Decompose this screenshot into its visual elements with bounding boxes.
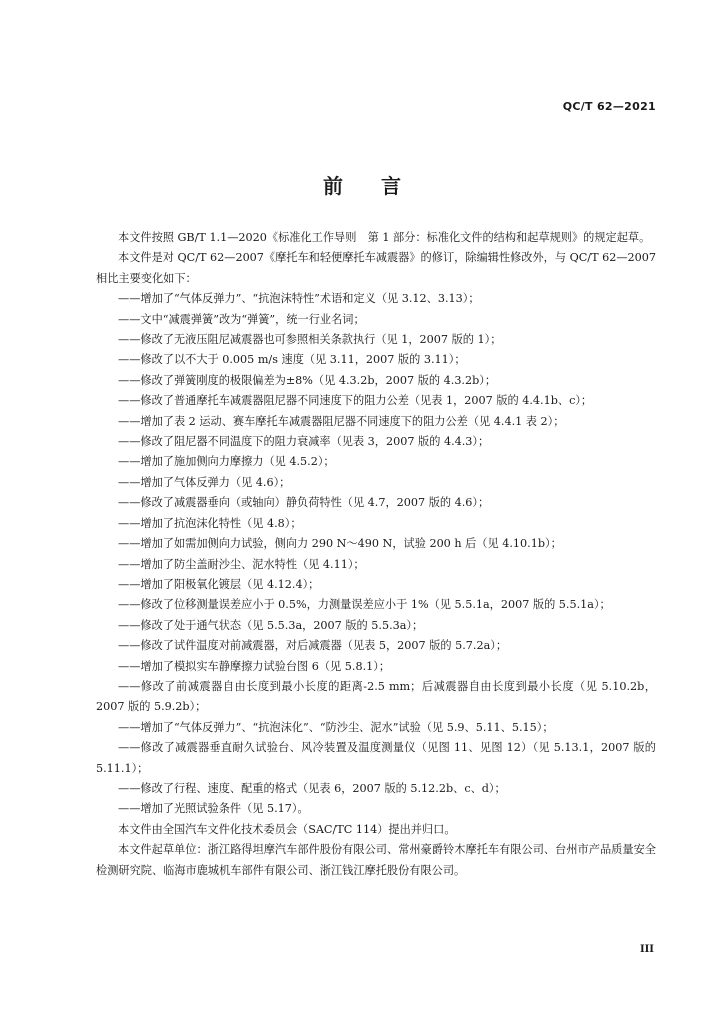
change-item: ——修改了普通摩托车减震器阻尼器不同速度下的阻力公差（见表 1，2007 版的 4.4.1b、c）； bbox=[118, 394, 593, 408]
page-title: 前言 bbox=[323, 174, 439, 198]
change-item: ——修改了减震器垂直耐久试验台、风冷装置及温度测量仪（见图 11、见图 12）（见 5.13.1，2007 版的 5.11.1）； bbox=[96, 741, 656, 775]
change-item: ——修改了行程、速度、配重的格式（见表 6，2007 版的 5.12.2b、c、d）； bbox=[118, 781, 506, 795]
change-item: ——修改了阻尼器不同温度下的阻力衰减率（见表 3，2007 版的 4.4.3）； bbox=[118, 435, 490, 449]
change-item: ——增加了气体反弹力（见 4.6）； bbox=[118, 475, 291, 489]
page-number: III bbox=[639, 944, 654, 955]
change-item: ——修改了试件温度对前减震器，对后减震器（见表 5，2007 版的 5.7.2a）； bbox=[118, 639, 508, 653]
change-item: ——增加了表 2 运动、赛车摩托车减震器阻尼器不同速度下的阻力公差（见 4.4.1 表 2）； bbox=[118, 414, 565, 428]
standard-code: QC/T 62—2021 bbox=[562, 100, 656, 113]
change-item: ——修改了前减震器自由长度到最小长度的距离-2.5 mm；后减震器自由长度到最小长度（见 5.10.2b，2007 版的 5.9.2b）； bbox=[96, 679, 656, 714]
change-item: ——增加了抗泡沫化特性（见 4.8）； bbox=[118, 516, 302, 530]
change-item: ——文中“减震弹簧”改为“弹簧”，统一行业名词； bbox=[118, 312, 365, 326]
change-item: ——增加了如需加侧向力试验，侧向力 290 N～490 N，试验 200 h 后（见 4.10.1b）； bbox=[118, 537, 562, 551]
change-item: ——增加了施加侧向力摩擦力（见 4.5.2）； bbox=[118, 455, 335, 469]
change-item: ——增加了“气体反弹力”、“抗泡沫化”、“防沙尘、泥水”试验（见 5.9、5.11、5.15）； bbox=[118, 720, 554, 734]
change-item: ——修改了弹簧刚度的极限偏差为±8%（见 4.3.2b，2007 版的 4.3.2b）； bbox=[118, 373, 497, 387]
change-item: ——修改了处于通气状态（见 5.5.3a，2007 版的 5.5.3a）； bbox=[118, 618, 424, 632]
change-item: ——增加了阳极氧化镀层（见 4.12.4）； bbox=[118, 577, 320, 591]
change-item: ——修改了减震器垂向（或轴向）静负荷特性（见 4.7，2007 版的 4.6）； bbox=[118, 496, 490, 510]
change-item: ——增加了“气体反弹力”、“抗泡沫特性”术语和定义（见 3.12、3.13）； bbox=[118, 292, 480, 306]
document-body bbox=[96, 228, 656, 881]
paragraph-revision: 本文件是对 QC/T 62—2007《摩托车和轻便摩托车减震器》的修订，除编辑性修改外，与 QC/T 62—2007 相比主要变化如下： bbox=[96, 251, 656, 285]
paragraph-intro: 本文件按照 GB/T 1.1—2020《标准化工作导则 第 1 部分：标准化文件的结构和起草规则》的规定起草。 bbox=[118, 231, 651, 244]
change-item: ——修改了无液压阻尼减震器也可参照相关条款执行（见 1，2007 版的 1）； bbox=[118, 333, 502, 347]
change-item: ——修改了位移测量误差应小于 0.5%，力测量误差应小于 1%（见 5.5.1a，2007 版的 5.5.1a）； bbox=[118, 598, 611, 612]
change-item: ——增加了防尘盖耐沙尘、泥水特性（见 4.11）； bbox=[118, 557, 365, 571]
paragraph-proposer: 本文件由全国汽车文件化技术委员会（SAC/TC 114）提出并归口。 bbox=[118, 822, 456, 836]
change-item: ——增加了光照试验条件（见 5.17）。 bbox=[118, 802, 309, 816]
change-item: ——修改了以不大于 0.005 m/s 速度（见 3.11，2007 版的 3.11）； bbox=[118, 353, 466, 367]
change-item: ——增加了模拟实车静摩擦力试验台图 6（见 5.8.1）； bbox=[118, 659, 391, 673]
paragraph-drafters: 本文件起草单位：浙江路得坦摩汽车部件股份有限公司、常州豪爵铃木摩托车有限公司、台州市产品质量安全检测研究院、临海市鹿城机车部件有限公司、浙江钱江摩托股份有限公司。 bbox=[96, 843, 656, 877]
